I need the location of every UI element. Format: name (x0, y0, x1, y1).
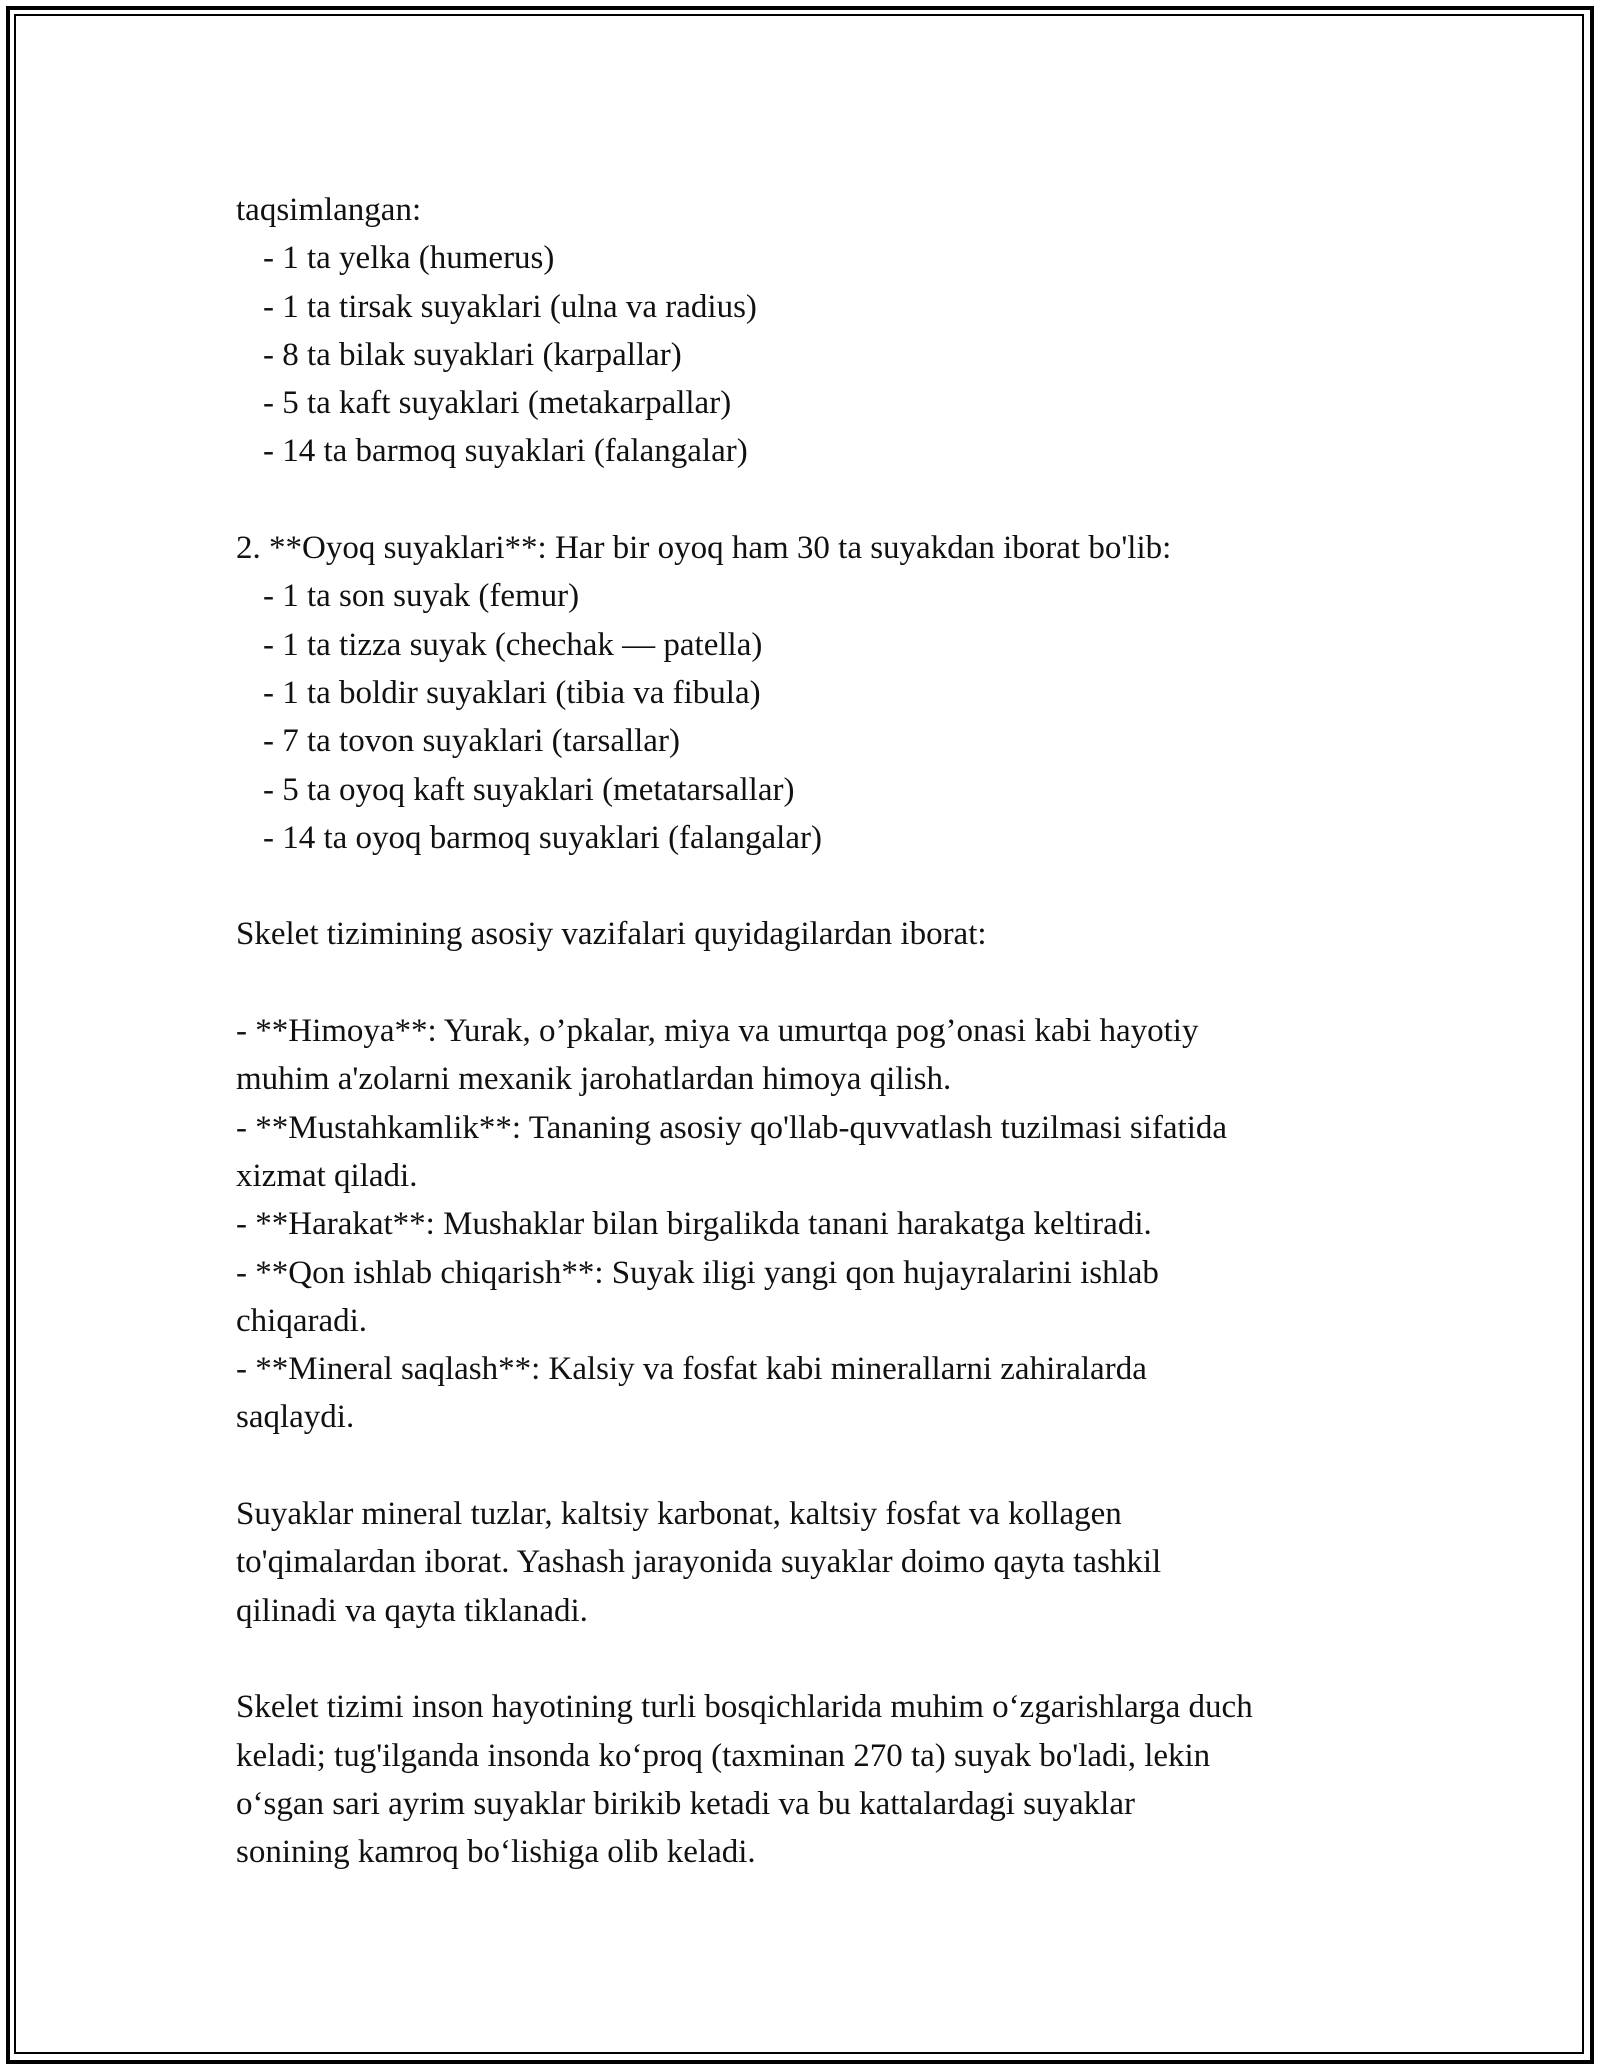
function-line: - **Mineral saqlash**: Kalsiy va fosfat kabi minerallarni zahiralarda (236, 1351, 1147, 1388)
paragraph-line: qilinadi va qayta tiklanadi. (236, 1592, 588, 1629)
list-item: - 1 ta yelka (humerus) (263, 240, 555, 277)
list-item: - 14 ta barmoq suyaklari (falangalar) (263, 433, 748, 470)
list-item: - 1 ta son suyak (femur) (263, 578, 580, 615)
paragraph-gap (236, 1442, 1376, 1490)
list-item: - 1 ta boldir suyaklari (tibia va fibula) (263, 674, 761, 711)
leg-bones-heading: 2. **Oyoq suyaklari**: Har bir oyoq ham 30 ta suyakdan iborat bo'lib: (236, 530, 1172, 567)
list-item: - 1 ta tirsak suyaklari (ulna va radius) (263, 288, 757, 325)
list-item: - 14 ta oyoq barmoq suyaklari (falangalar) (263, 819, 822, 856)
document-body (236, 186, 1376, 1876)
function-line: - **Himoya**: Yurak, o’pkalar, miya va umurtqa pog’onasi kabi hayotiy (236, 1013, 1199, 1050)
function-line: - **Harakat**: Mushaklar bilan birgalikda tanani harakatga keltiradi. (236, 1206, 1152, 1243)
arm-bones-list (236, 234, 1376, 475)
paragraph-line: o‘sgan sari ayrim suyaklar birikib ketadi va bu kattalardagi suyaklar (236, 1785, 1135, 1822)
function-line: xizmat qiladi. (236, 1157, 418, 1194)
paragraph-gap (236, 476, 1376, 524)
intro-line: taqsimlangan: (236, 192, 422, 228)
list-item: - 8 ta bilak suyaklari (karpallar) (263, 336, 682, 373)
functions-list (236, 1007, 1376, 1442)
paragraph-line: Skelet tizimi inson hayotining turli bosqichlarida muhim o‘zgarishlarga duch (236, 1689, 1253, 1726)
functions-intro: Skelet tizimining asosiy vazifalari quyidagilardan iborat: (236, 916, 987, 953)
paragraph-line: Suyaklar mineral tuzlar, kaltsiy karbonat, kaltsiy fosfat va kollagen (236, 1496, 1122, 1533)
function-line: muhim a'zolarni mexanik jarohatlardan himoya qilish. (236, 1061, 952, 1098)
composition-paragraph (236, 1490, 1376, 1635)
paragraph-line: to'qimalardan iborat. Yashash jarayonida suyaklar doimo qayta tashkil (236, 1544, 1162, 1581)
list-item: - 5 ta oyoq kaft suyaklari (metatarsallar) (263, 771, 795, 808)
paragraph-line: sonining kamroq bo‘lishiga olib keladi. (236, 1834, 756, 1871)
paragraph-gap (236, 1635, 1376, 1683)
function-line: chiqaradi. (236, 1302, 368, 1339)
list-item: - 5 ta kaft suyaklari (metakarpallar) (263, 385, 732, 422)
leg-bones-list (236, 572, 1376, 862)
list-item: - 7 ta tovon suyaklari (tarsallar) (263, 723, 680, 760)
function-line: saqlaydi. (236, 1399, 355, 1436)
list-item: - 1 ta tizza suyak (chechak — patella) (263, 626, 763, 663)
paragraph-gap (236, 959, 1376, 1007)
paragraph-gap (236, 862, 1376, 910)
function-line: - **Mustahkamlik**: Tananing asosiy qo'llab-quvvatlash tuzilmasi sifatida (236, 1109, 1228, 1146)
function-line: - **Qon ishlab chiqarish**: Suyak iligi yangi qon hujayralarini ishlab (236, 1254, 1159, 1291)
lifecycle-paragraph (236, 1683, 1376, 1876)
paragraph-line: keladi; tug'ilganda insonda ko‘proq (taxminan 270 ta) suyak bo'ladi, lekin (236, 1737, 1211, 1774)
